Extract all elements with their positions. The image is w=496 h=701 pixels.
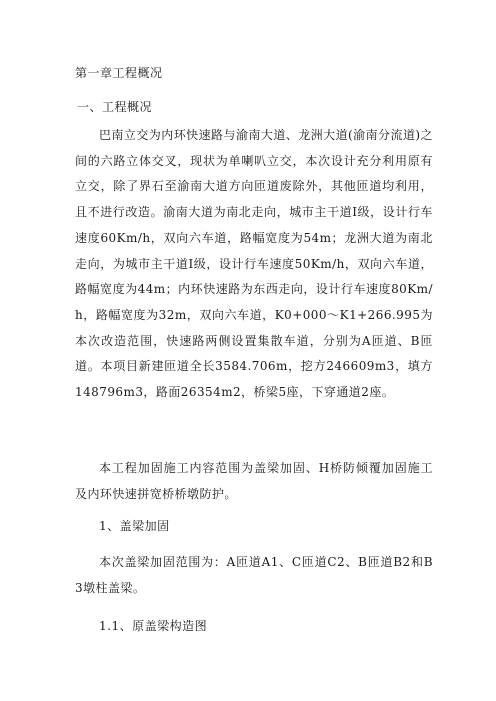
subsection-title-capbeam: 1、盖梁加固 bbox=[99, 519, 170, 533]
subsection-title-original-structure: 1.1、原盖梁构造图 bbox=[99, 619, 208, 633]
scope-paragraph: 本工程加固施工内容范围为盖梁加固、H桥防倾覆加固施工及内环快速拼宽桥桥墩防护。 bbox=[75, 461, 433, 501]
capbeam-scope-paragraph: 本次盖梁加固范围为：A匝道A1、C匝道C2、B匝道B2和B3墩柱盖梁。 bbox=[75, 555, 433, 595]
chapter-title: 第一章工程概况 bbox=[75, 66, 163, 80]
overview-paragraph: 巴南立交为内环快速路与渝南大道、龙洲大道(渝南分流道)之间的六路立体交叉，现状为单喇叭立交，本次设计充分利用原有立交，除了界石至渝南大道方向匝道废除外，其他匝道均利用，且不进行改造。渝南大道为南北走向，城市主干道Ⅰ级，设计行车速度60Km/h，双向六车道，路幅宽度为54m；龙洲大道为南北走向，为城市主干道Ⅰ级，设计行车速度50Km/h，双向六车道，路幅宽度为44m；内环快速路为东西走向，设计行车速度80Km/h，路幅宽度为32m，双向六车道，K0+000～K1+266.995为本次改造范围，快速路两侧设置集散车道，分别为A匝道、B匝道。本项目新建匝道全长3584.706m，挖方246609m3，填方148796m3，路面26354m2，桥梁5座，下穿通道2座。 bbox=[75, 128, 433, 400]
section-title: 一、工程概况 bbox=[77, 100, 153, 114]
